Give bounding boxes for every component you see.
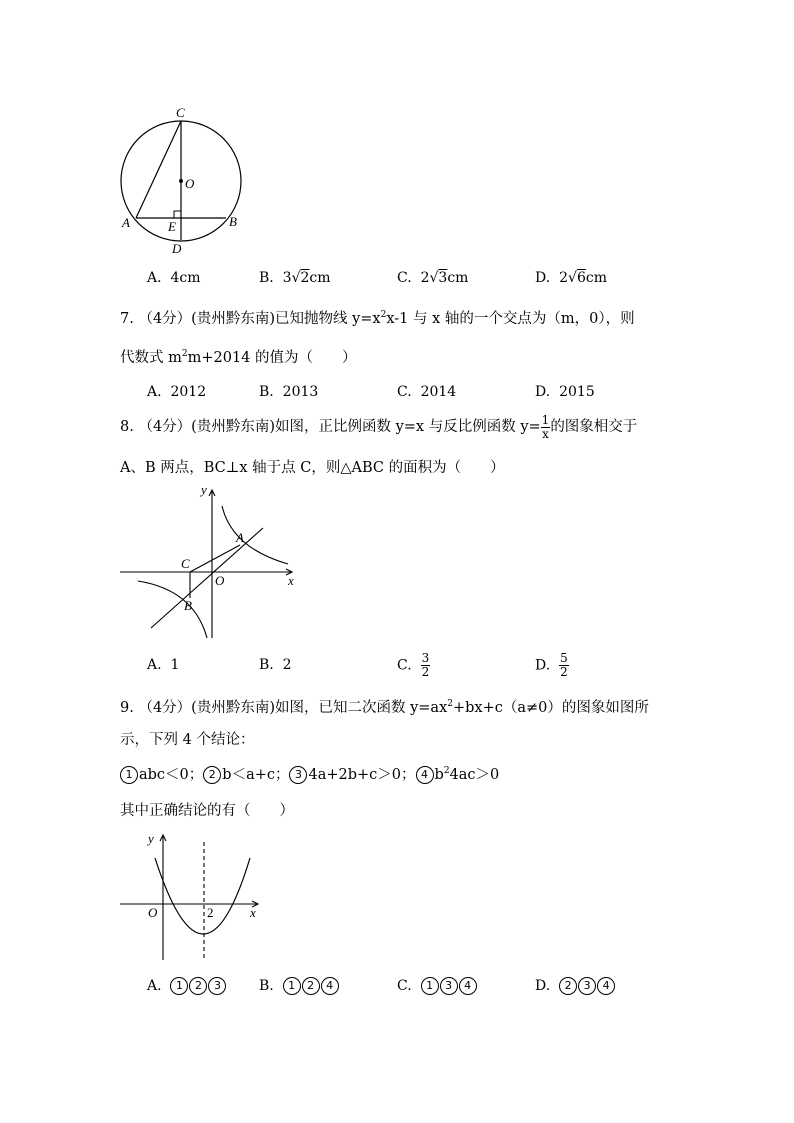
q9-line2: 示，下列 4 个结论： (120, 732, 255, 748)
circled-number: 1 (120, 766, 138, 784)
label-a: A (236, 530, 244, 545)
label-y: y (148, 831, 154, 846)
q9-conclusions: 1 abc＜0； 2 b＜a+c； 3 4a+2b+c＞0； 4 $b^24ac>0$ (120, 763, 499, 784)
q9-line1: 9. （4分）(贵州黔东南)如图，已知二次函数 $y=ax^2+bx+c(a\ne 0)$的图象如图所 (120, 699, 649, 716)
q9-option-a[interactable]: A. 1 2 3 (147, 977, 227, 995)
sqrt-sign: √ (291, 270, 301, 286)
q6-option-a[interactable]: A. 4cm (147, 270, 201, 286)
label-c: C (181, 556, 190, 571)
label-o: O (185, 176, 195, 191)
q9-option-b[interactable]: B. 1 2 4 (259, 977, 340, 995)
label-b: B (229, 214, 237, 229)
q8-option-d[interactable]: D. $\frac{5}{2}$ (535, 651, 568, 679)
q9-option-d[interactable]: D. 2 3 4 (535, 977, 616, 995)
fraction-1-over-x: $\frac{1}{x}$ (541, 412, 550, 441)
q8-option-b[interactable]: B. 2 (259, 657, 292, 673)
q8-option-c[interactable]: C. $\frac{3}{2}$ (397, 651, 430, 679)
label-e: E (168, 219, 176, 234)
sqrt-sign: √ (429, 270, 439, 286)
label-y: y (201, 482, 207, 497)
circled-number: 3 (289, 766, 307, 784)
label-a: A (122, 215, 130, 230)
label-x: x (250, 905, 256, 920)
q8-line2: A、B 两点，BC⊥x 轴于点 C，则△ABC 的面积为（ ） (120, 460, 505, 476)
label-d: D (172, 241, 182, 256)
circled-number: 2 (203, 766, 221, 784)
q7-option-d[interactable]: D. 2015 (535, 384, 595, 400)
label-b: B (184, 598, 192, 613)
q6-option-c[interactable]: C. 2√3cm (397, 270, 469, 286)
q9-line4: 其中正确结论的有（ ） (120, 803, 294, 819)
q7-option-a[interactable]: A. 2012 (147, 384, 207, 400)
label-c: C (176, 105, 185, 120)
q8-line1: 8. （4分）(贵州黔东南)如图，正比例函数 y=x 与反比例函数 y= $\frac{1}{x}$ 的图象相交于 (120, 412, 638, 441)
q6-option-d[interactable]: D. 2√6cm (535, 270, 607, 286)
q7-option-b[interactable]: B. 2013 (259, 384, 319, 400)
circled-number: 4 (416, 766, 434, 784)
label-x: x (288, 573, 294, 588)
q7-option-c[interactable]: C. 2014 (397, 384, 457, 400)
q9-option-c[interactable]: C. 1 3 4 (397, 977, 478, 995)
q7-line1: 7. （4分）(贵州黔东南)已知抛物线 $y=x^2x-1$ 与 x 轴的一个交点为（m，0），则 (120, 310, 635, 327)
sqrt-sign: √ (568, 270, 577, 286)
label-o: O (215, 573, 225, 588)
label-two: 2 (207, 905, 214, 920)
q6-option-b[interactable]: B. 3√2cm (259, 270, 331, 286)
q8-option-a[interactable]: A. 1 (147, 657, 180, 673)
q7-line2: 代数式 $m^2m+2014$ 的值为（ ） (120, 349, 357, 366)
label-o: O (148, 905, 158, 920)
